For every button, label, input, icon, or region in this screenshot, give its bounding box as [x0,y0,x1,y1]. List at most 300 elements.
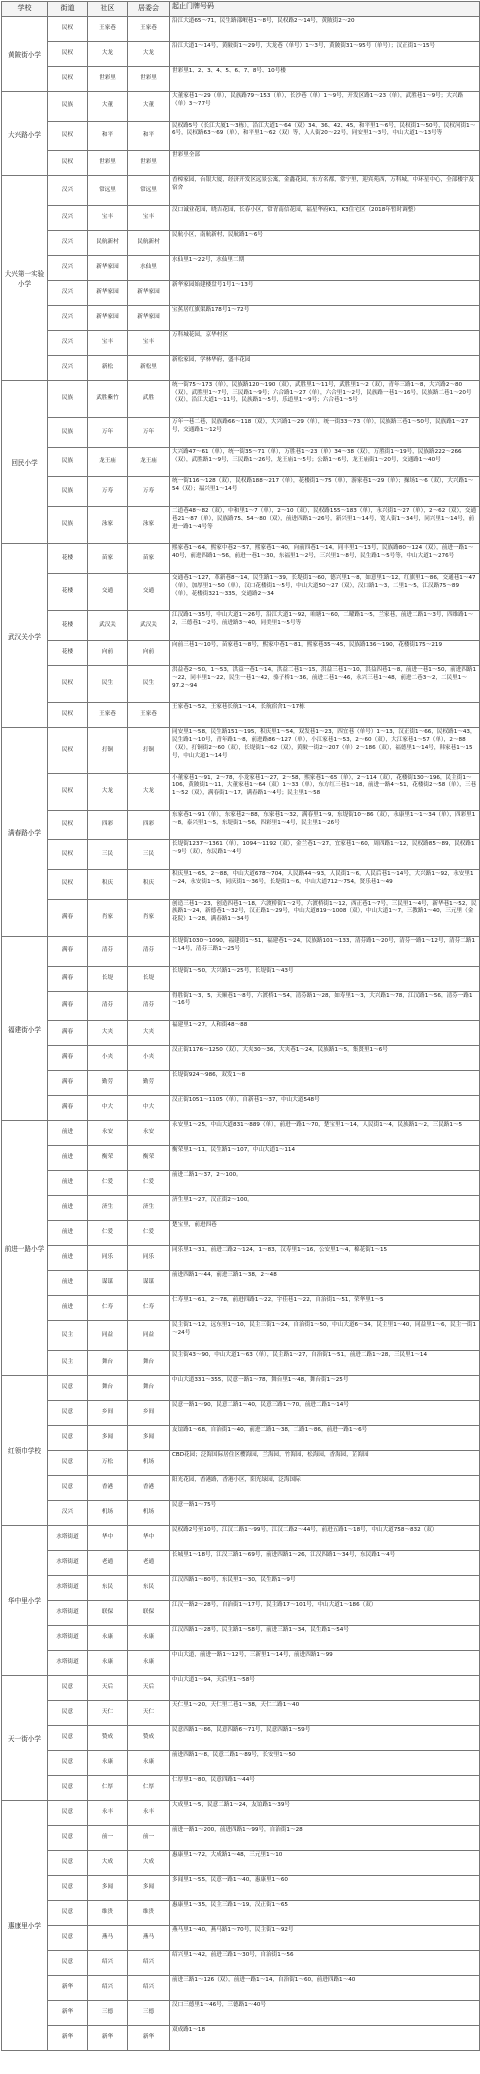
committee-cell: 机场 [128,1451,170,1476]
community-cell: 宝丰 [88,331,128,356]
community-cell: 仁寿 [88,1296,128,1321]
table-row [48,477,480,507]
address-cell: 民意一路1～90，民意二路1～40，民意三路1～70，前进二路1～14号 [170,1401,480,1426]
school-group [2,728,480,937]
school-name: 华中里小学 [2,1526,48,1676]
table-row [48,1751,480,1776]
committee-cell: 泳家 [128,507,170,544]
address-cell: 民主街1～12，远东里1～10，民主三街1～24，自治街1～50，中山大道6～34，民主里1～40，同益里1～6，民主一街1～24号 [170,1321,480,1351]
committee-cell: 三民 [128,840,170,870]
committee-cell: 舞台 [128,1376,170,1401]
school-name: 福建街小学 [2,937,48,1121]
street-cell: 民意 [48,1726,88,1751]
table-row [48,937,480,967]
street-cell: 民意 [48,1876,88,1901]
street-cell: 汉兴 [48,356,88,381]
street-cell: 新华 [48,2026,88,2051]
committee-cell: 清芬 [128,937,170,967]
street-cell: 满春 [48,1021,88,1046]
community-cell: 新华 [88,2026,128,2051]
community-cell: 天后 [88,1676,128,1701]
community-cell: 中大 [88,1096,128,1121]
table-row [48,1701,480,1726]
committee-cell: 同益 [128,1321,170,1351]
table-row [48,1096,480,1121]
committee-cell: 华中 [128,1526,170,1551]
committee-cell: 世彩里 [128,67,170,92]
school-name: 前进一路小学 [2,1121,48,1376]
committee-cell: 宝丰 [128,331,170,356]
table-row [48,2026,480,2051]
community-cell: 大龙 [88,774,128,811]
table-row [48,1021,480,1046]
committee-cell: 王家巷 [128,703,170,728]
community-cell: 宝丰 [88,206,128,231]
address-cell: 燕马里1～40，燕马路1～70号，民主街1～92号 [170,1926,480,1951]
address-cell: 同安里1～58，民生路151～195，积庆里1～54，双发巷1～23，四宜巷（单号）1～13，汉正街1～66，民权路1～43，民生路1～10号，青年路1～8，前进路86～127（单），小江家巷1～53，2～60（双），大江家巷1～57（单），2～88（双），打铜街2～60（双），长堤街1～62（双），黄陂一街2～207（单）2～186（双），福德里1～14号，韩家巷1～15号，中山大道1～14号 [170,728,480,773]
committee-cell: 肖家 [128,900,170,937]
address-cell: 天仁里1～20，天仁里二巷1～38，天仁二路1～40 [170,1701,480,1726]
street-cell: 民族 [48,418,88,448]
school-name: 天一街小学 [2,1676,48,1801]
community-cell: 王家巷 [88,703,128,728]
committee-cell: 济生 [128,1196,170,1221]
community-cell: 大董 [88,92,128,122]
address-cell: 江汉四路1～80号，东民里1～30，民生路1～9号 [170,1576,480,1601]
table-row [48,1676,480,1701]
committee-cell: 新华家园 [128,281,170,306]
community-cell: 民航新村 [88,231,128,256]
committee-cell: 绍兴 [128,1951,170,1976]
street-cell: 民意 [48,1451,88,1476]
address-cell: CBD花园；泛海国际居住区樱海园，兰海园，竹海园，松海园，香海园，芷海园 [170,1451,480,1476]
community-cell: 仁厚 [88,1776,128,1801]
table-row [48,281,480,306]
street-cell: 民族 [48,448,88,478]
address-cell: 创造三巷1～23，创造四巷1～18，六渡桥街1～2号，六渡桥街1～12，西正巷1～7号，三民里1～4号，新华巷1～52，民族路1～24，新德巷1～32号，汉正路1～29号，中山大道819～1008（双），中山大道1～7，三教路1～40，三元里（金花院）1～28，满春路1～34号 [170,900,480,937]
committee-cell: 常远里 [128,176,170,206]
street-cell: 花楼 [48,574,88,611]
header-school: 学校 [2,2,48,17]
community-cell: 老通 [88,1551,128,1576]
committee-cell: 机场 [128,1501,170,1526]
street-cell: 前进 [48,1296,88,1321]
community-cell: 小夹 [88,1046,128,1071]
table-row [48,2001,480,2026]
street-cell: 满春 [48,992,88,1022]
address-cell: 江汉四路1～28号，民主路1～58号，前进三路1～34，民生路1～54号 [170,1626,480,1651]
street-cell: 民意 [48,1826,88,1851]
community-cell: 东民 [88,1576,128,1601]
community-cell: 机场 [88,1501,128,1526]
table-row [48,1976,480,2001]
table-row [48,1526,480,1551]
street-cell: 前进 [48,1246,88,1271]
address-cell: 新松家园，学林华府，盛丰花园 [170,356,480,381]
address-cell: 双成路1～18 [170,2026,480,2051]
community-cell: 多闻 [88,1426,128,1451]
street-cell: 满春 [48,967,88,992]
street-cell: 满春 [48,1096,88,1121]
committee-cell: 小夹 [128,1046,170,1071]
address-cell: 楚宝里，前进四巷 [170,1221,480,1246]
street-cell: 民意 [48,1801,88,1826]
community-cell: 苗家 [88,544,128,574]
community-cell: 大龙 [88,42,128,67]
address-cell: 熙家巷1～64，熙家中巷2～57，熙家巷1～40，向前四巷1～14，同丰里1～13号，民族路80～124（双），前进一路1～40号，前进四路1～56，前进一巷1～30，东福里1～2号，三兴里1～8号，民生路1～5号等，中山大道1～276号 [170,544,480,574]
committee-cell: 苗家 [128,544,170,574]
table-row [48,67,480,92]
street-cell: 民意 [48,1476,88,1501]
street-cell: 民族 [48,507,88,544]
street-cell: 满春 [48,900,88,937]
school-name: 惠康里小学 [2,1801,48,2051]
committee-cell: 万寿 [128,477,170,507]
address-cell: 新华家园始建楼盘号1号1～13号 [170,281,480,306]
school-name: 满春路小学 [2,728,48,937]
committee-cell: 清芬 [128,992,170,1022]
committee-cell: 谋谋 [128,1271,170,1296]
committee-cell: 仁爱 [128,1171,170,1196]
community-cell: 勤劳 [88,1071,128,1096]
community-cell: 联保 [88,1601,128,1626]
table-row [48,1726,480,1751]
address-cell: 沿江大道1～14号，黄陂街1～29号，大龙巷（单号）1～3号，黄陂街31～95号（单号）；汉正街1～15号 [170,42,480,67]
address-cell: 交通巷1～127，革新巷8～14，民生路1～39，长堤街1～60，德兴里1～8，如意里1～12，红旗里1～86，交通巷1～47（单），加厚里1～50（单），汉口花楼街1～5号，中山大道50～27（双），汉口路1～3，二里1～5，江汉路75～89（单），花楼街321～335，交通路2～34 [170,574,480,611]
community-cell: 世彩里 [88,67,128,92]
school-group [2,1121,480,1376]
table-row [48,418,480,448]
table-row [48,666,480,703]
table-row [48,1271,480,1296]
school-group [2,92,480,176]
street-cell: 花楼 [48,641,88,666]
address-cell: 小董家巷1～91，2～78，小龙家巷1～27，2～58，熙家巷1～65（单），2～114（双），花楼街130～196，民主街1～106，黄陂街1～11，大董家巷1～64（双）1～33（单），东方红三巷1～18，前进一路4～51，花楼街2～58（单），三巷1～52（双），满春街1～17，满春路1～4号；民主里1～58 [170,774,480,811]
street-cell: 民意 [48,1676,88,1701]
community-cell: 泳家 [88,507,128,544]
address-cell: 大成里1～5，民意二路1～24，友谊路1～39号 [170,1801,480,1826]
street-cell: 民意 [48,1926,88,1951]
address-cell: 长堤街924～986，双发1～8 [170,1071,480,1096]
address-cell: 大董家巷1～29（单），民族路79～153（单），长沙巷（单）1～9号，开发区路1～23（单），武胜巷1～9号；大兴路（单）3～77号 [170,92,480,122]
address-cell: 长堤街1237～1361（单），1094～1192（双），金兰巷1～27，宜家巷1～60，周四路1～12，民权路85～89，民权路1～9号（双），东民路1～4号 [170,840,480,870]
street-cell: 汉兴 [48,176,88,206]
table-row [48,1476,480,1501]
community-cell: 同乐 [88,1246,128,1271]
committee-cell: 联保 [128,1601,170,1626]
school-group [2,176,480,381]
school-group [2,381,480,545]
community-cell: 四彩 [88,811,128,841]
table-row [48,840,480,870]
address-cell: 民意一路1～75号 [170,1501,480,1526]
committee-cell: 永康 [128,1626,170,1651]
table-row [48,231,480,256]
committee-cell: 武胜 [128,381,170,418]
street-cell: 民权 [48,811,88,841]
community-cell: 武汉关 [88,611,128,641]
committee-cell: 水仙里 [128,256,170,281]
street-cell: 新华 [48,2001,88,2026]
committee-cell: 民生 [128,666,170,703]
community-cell: 大成 [88,1851,128,1876]
table-row [48,92,480,122]
committee-cell: 交通 [128,574,170,611]
committee-cell: 绍兴 [128,1976,170,2001]
street-cell: 满春 [48,1071,88,1096]
table-row [48,1246,480,1271]
address-cell: 世彩里全部 [170,151,480,176]
street-cell: 汉兴 [48,206,88,231]
table-row [48,1576,480,1601]
header-address-range: 起止门牌号码 [170,2,480,17]
committee-cell: 香港 [128,1476,170,1501]
committee-cell: 大董 [128,92,170,122]
table-row [48,1826,480,1851]
community-cell: 和平 [88,122,128,152]
table-row [48,1401,480,1426]
address-cell: 汉正街1176～1250（双），大夹30～36，大夹巷1～24，民族路1～5，集贤里1～6号 [170,1046,480,1071]
committee-cell: 中大 [128,1096,170,1121]
address-cell: 东家巷1～91（单），东家巷2～88，东家巷1～32，满春里1～9，东堤街10～86（双），永康里1～1～34（单），四彩里1～8，泰兴里1～5，东堤街1～56，四彩里1～4号，民主里1～26号 [170,811,480,841]
street-cell: 水塔街道 [48,1576,88,1601]
school-name: 大兴第一实验小学 [2,176,48,381]
community-cell: 乡间 [88,1401,128,1426]
committee-cell: 多闻 [128,1426,170,1451]
committee-cell: 永康 [128,1651,170,1676]
community-cell: 衡荣 [88,1146,128,1171]
street-cell: 满春 [48,937,88,967]
community-cell: 新华家园 [88,306,128,331]
table-row [48,1351,480,1376]
street-cell: 民意 [48,1901,88,1926]
address-cell: 民航小区，南航新村，民航路1～6号 [170,231,480,256]
community-cell: 永丰 [88,1801,128,1826]
table-row [48,1171,480,1196]
address-cell: 宝蕉居红旗渠路178号1～72号 [170,306,480,331]
table-row [48,774,480,811]
community-cell: 万年 [88,418,128,448]
address-cell: 民权路5号（长江大厦1～3栋），沿江大道1～64（双）34、36、42、45，和平里1～6号，民权街1～50号，民权河街1～6号，民权路63～69（单），和平里1～62（双）等，人人街20～22号，同安里1～3号，中山大道1～13号等 [170,122,480,152]
street-cell: 民意 [48,1426,88,1451]
community-cell: 三民 [88,840,128,870]
committee-cell: 三德 [128,2001,170,2026]
street-cell: 民权 [48,42,88,67]
committee-cell: 东民 [128,1576,170,1601]
committee-cell: 新华 [128,2026,170,2051]
community-cell: 永康 [88,1751,128,1776]
community-cell: 维贵 [88,1901,128,1926]
address-cell: 民权路2号至10号，江汉二路1～99号，江汉二路2～44号，前进五路1～18号，中山大道758～832（双） [170,1526,480,1551]
street-cell: 民主 [48,1321,88,1351]
street-cell: 花楼 [48,544,88,574]
community-cell: 仁爱 [88,1221,128,1246]
committee-cell: 仁爱 [128,1221,170,1246]
community-cell: 世彩里 [88,151,128,176]
address-cell: 友谊路1～68，自治街1～40，前进二路1～38，二路1～86，前进一路1～6号 [170,1426,480,1451]
school-group [2,1526,480,1676]
community-cell: 济生 [88,1196,128,1221]
table-row [48,1321,480,1351]
table-row [48,1426,480,1451]
community-cell: 同益 [88,1321,128,1351]
table-row [48,448,480,478]
street-cell: 汉兴 [48,281,88,306]
address-cell: 前进四路1～8，民意二路1～89号，长安里1～50 [170,1751,480,1776]
community-cell: 新松 [88,356,128,381]
community-cell: 仁爱 [88,1171,128,1196]
address-cell: 前进四路1～44，前进三路1～38，2～48 [170,1271,480,1296]
street-cell: 民权 [48,122,88,152]
address-cell: 前进二路1～37，2～100。 [170,1171,480,1196]
street-cell: 满春 [48,1046,88,1071]
community-cell: 长堤 [88,967,128,992]
street-cell: 民族 [48,477,88,507]
table-row [48,1851,480,1876]
address-cell: 洪益巷2～50，1～53，洪益一巷1～14，洪益二巷1～15，洪益三巷1～10，洪益四巷1～8，前进一巷1～50，前进四路1～22，同丰里1～22，民生一巷1～42，骆子桥1～36，前进二巷1～46，永兴三巷1～48，前进二巷3～2，二民里1～97.2～94 [170,666,480,703]
address-cell: 江汉路1～35号，中山大道1～26号，沿江大道1～92，咱塘1～60，二曜路1～5，兰家巷，前进二路1～3号，四维路1～2，三德巷1～2号，前进路3～40，同美里1～5号等 [170,611,480,641]
street-cell: 民权 [48,151,88,176]
community-cell: 多闻 [88,1876,128,1901]
street-cell: 水塔街道 [48,1526,88,1551]
address-cell: 惠康里1～35，民主三路1～19，汉正街1～65 [170,1901,480,1926]
table-row [48,1376,480,1401]
table-row [48,1551,480,1576]
community-cell: 舞台 [88,1376,128,1401]
header-committee: 居委会 [128,2,170,17]
committee-cell: 和平 [128,122,170,152]
committee-cell: 老通 [128,1551,170,1576]
table-row [48,641,480,666]
street-cell: 民权 [48,703,88,728]
address-cell: 水仙里1～22号，水仙里二期 [170,256,480,281]
street-cell: 民权 [48,728,88,773]
table-row [48,544,480,574]
community-cell: 赞成 [88,1726,128,1751]
address-cell: 统一街75～173（单），民族路120～190（双），武胜里1～11号，武胜里1～2（双），青年三路1～8，大兴路2～80（双），武胜里1～7号，三民路1～9号；六合路1～27（单），六合里1～2号，民族路一巷1～16号，民族路二巷1～20号（双），沿江大道1～11号，民族路1～5号，乐道里1～9号；六合巷1～5号 [170,381,480,418]
school-name: 回民小学 [2,381,48,545]
address-cell: 中山大道1～94，天后里1～58号 [170,1676,480,1701]
street-cell: 前进 [48,1221,88,1246]
street-cell: 民意 [48,1401,88,1426]
table-row [48,1451,480,1476]
address-cell: 二道巷48～82（双），中和里1～7（单），2～10（双），民权路155～183（单），永兴街1～27（单），2～62（双），交通巷21～87（单），民族路75、54～80（双），前进四路1～26号，新兴里1～14号，宽人街1～34号，同兴里1～14号，前进一路1～4号等 [170,507,480,544]
street-cell: 水塔街道 [48,1601,88,1626]
table-row [48,870,480,900]
street-cell: 民族 [48,381,88,418]
table-body [2,17,480,2051]
street-cell: 汉兴 [48,306,88,331]
street-cell: 民意 [48,1776,88,1801]
community-cell: 香港 [88,1476,128,1501]
committee-cell: 赞成 [128,1726,170,1751]
address-cell: 沿江大道65～71，民生路邵岷巷1～8号，民权路2～14号，黄陂街2～20 [170,17,480,42]
table-row [48,206,480,231]
table-row [48,1626,480,1651]
table-row [48,151,480,176]
address-cell: 王家巷1～52，王家巷长航1～14，长航宿舍1～17栋 [170,703,480,728]
community-cell: 龙王庙 [88,448,128,478]
address-cell: 长堤街1～50，大兴路1～25号，长堤街1～43号 [170,967,480,992]
table-row [48,1046,480,1071]
address-cell: 世彩里1、2、3、4、5、6、7、8号、10号楼 [170,67,480,92]
street-cell: 水塔街道 [48,1651,88,1676]
community-cell: 交通 [88,574,128,611]
street-cell: 民主 [48,1351,88,1376]
school-group [2,1376,480,1526]
table-row [48,1121,480,1146]
table-row [48,1951,480,1976]
table-row [48,1901,480,1926]
address-cell: 前进三路1～126（双），前进一路1～14，自治街1～60，前进四路1～40 [170,1976,480,2001]
community-cell: 肖家 [88,900,128,937]
address-cell: 积庆里1～65，2～88，中山大道678～704，人民路44～93，人民街1～6，人民后巷1～14号，大兴路1～92，永安里1～24，永安街1～5，同庆街1～36号，长堤街1～6，中山大道712～754，贤乐巷1～49 [170,870,480,900]
community-cell: 向前 [88,641,128,666]
committee-cell: 仁寿 [128,1296,170,1321]
address-cell: 汉正街1051～1105（单），自新巷1～37，中山大道548号 [170,1096,480,1121]
table-row [48,703,480,728]
community-cell: 舞台 [88,1351,128,1376]
community-cell: 打铜 [88,728,128,773]
committee-cell: 燕马 [128,1926,170,1951]
committee-cell: 大龙 [128,42,170,67]
table-row [48,1776,480,1801]
address-cell: 民主街43～90，中山大道1～63（单），民主路1～27，自治街1～51，前进二路1～28，三民里1～14 [170,1351,480,1376]
address-cell: 衡荣里1～11，民生路1～107，中山大道1～114 [170,1146,480,1171]
school-group [2,937,480,1121]
table-row [48,611,480,641]
table-row [48,1221,480,1246]
committee-cell: 前一 [128,1826,170,1851]
table-row [48,811,480,841]
community-cell: 燕马 [88,1926,128,1951]
street-cell: 民权 [48,840,88,870]
school-name: 武汉关小学 [2,544,48,728]
community-cell: 前一 [88,1826,128,1851]
table-row [48,176,480,206]
table-row [48,1801,480,1826]
street-cell: 汉兴 [48,331,88,356]
committee-cell: 衡荣 [128,1146,170,1171]
street-cell: 民意 [48,1751,88,1776]
committee-cell: 天后 [128,1676,170,1701]
street-cell: 水塔街道 [48,1626,88,1651]
school-group [2,544,480,728]
table-row [48,42,480,67]
table-row [48,331,480,356]
school-name: 黄陂街小学 [2,17,48,92]
committee-cell: 大成 [128,1851,170,1876]
community-cell: 积庆 [88,870,128,900]
community-cell: 清芬 [88,937,128,967]
address-cell: 汉口三德里1～46号，三德路1～40号 [170,2001,480,2026]
catchment-table [1,1,480,2051]
address-cell: 长堤街1030～1090，福建街1～51，福建巷1～24，民族路101～133，清芬路1～20号，清芬一路1～12号，清芬二路1～14号，清芬三路1～25号 [170,937,480,967]
committee-cell: 世彩里 [128,151,170,176]
committee-cell: 永康 [128,1751,170,1776]
address-cell: 大兴路47～61（单），统一街35～71（单），万胜巷1～23（单）34～38（双），万胜街1～19号，民族路222～266（双），武胜路1～9号，三民路1～26号，龙王庙1～5号；公路1～6号，龙王庙街1～20号，交通路1～40号 [170,448,480,478]
table-row [48,900,480,937]
address-cell: 香樟家园，台银大厦，经济开发区远景公寓，金鑫花园，东方名都，常宁里，迎宾苑西，万科城，中环星中心，全部楼宇及宿舍 [170,176,480,206]
committee-cell: 勤劳 [128,1071,170,1096]
address-cell: 同乐里1～31，前进二路2～124，1～83，汉寿里1～16，公安里1～4，棉花街1～15 [170,1246,480,1271]
committee-cell: 武汉关 [128,611,170,641]
address-cell: 仁寿里1～61，2～78，前进四路1～22，宇佳巷1～22，自治街1～51，荣华里1～5 [170,1296,480,1321]
community-cell: 民生 [88,666,128,703]
committee-cell: 新松里 [128,356,170,381]
street-cell: 前进 [48,1271,88,1296]
committee-cell: 大夹 [128,1021,170,1046]
